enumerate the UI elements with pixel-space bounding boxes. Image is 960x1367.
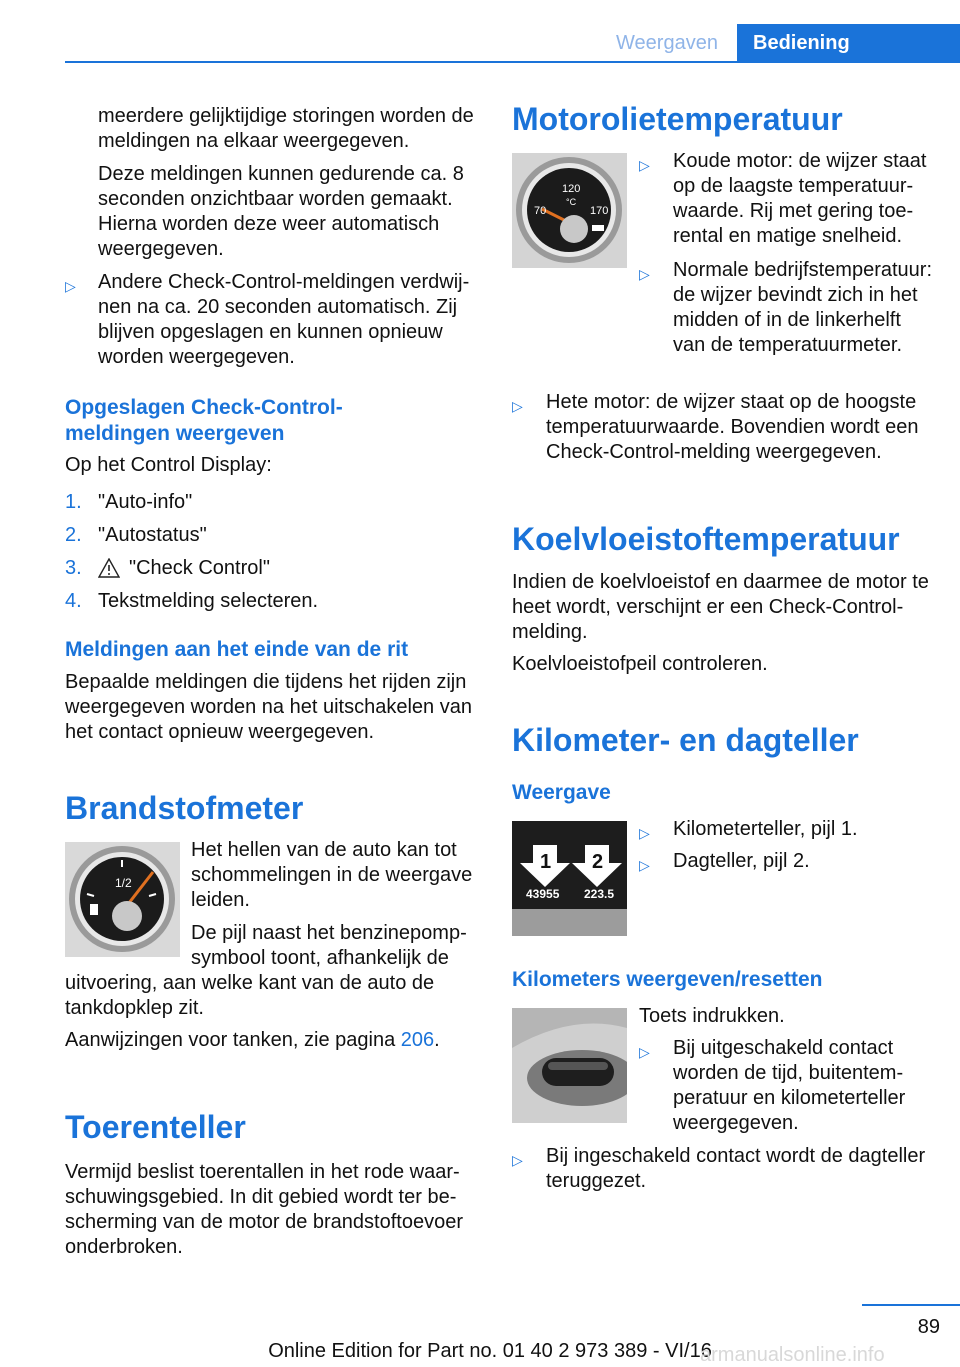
bullet-marker-icon: ▷ xyxy=(639,857,650,873)
reset-button-graphic xyxy=(512,1008,627,1123)
odometer-trip-value: 223.5 xyxy=(584,887,615,901)
header-rule xyxy=(65,61,960,63)
paragraph-fuel-reference xyxy=(65,1028,480,1053)
bullet-marker-icon: ▷ xyxy=(639,266,650,282)
bullet-text: Bij uitgeschakeld contact worden de tijd, buitentemperatuur en kilometerteller weergegeven. xyxy=(673,1037,906,1134)
step-text: "Check Control" xyxy=(129,557,270,579)
page-number: 89 xyxy=(917,1316,940,1338)
fuel-reference-dot: . xyxy=(434,1029,440,1051)
footer-rule xyxy=(862,1304,960,1306)
bullet-ignition-on xyxy=(512,1144,932,1194)
step-4 xyxy=(65,589,480,614)
step-number: 1. xyxy=(65,491,82,513)
heading-fuel-gauge: Brandstofmeter xyxy=(65,790,304,826)
bullet-text: Dagteller, pijl 2. xyxy=(673,850,810,872)
oil-temperature-gauge-image xyxy=(512,153,627,268)
bullet-other-messages xyxy=(65,270,480,370)
bullet-text: Koude motor: de wijzer staat op de laagste temperatuurwaarde. Rij met gering toerental en matige snelheid. xyxy=(673,150,927,247)
bullet-ignition-off xyxy=(639,1036,934,1136)
paragraph-fuel-arrow-wrap xyxy=(65,921,480,1021)
section-tab-weergaven[interactable]: Weergaven xyxy=(616,32,718,54)
heading-tachometer: Toerenteller xyxy=(65,1109,246,1145)
paragraph-fuel-tilt: Het hellen van de auto kan tot schommelingen in de weergave leiden. xyxy=(191,839,473,911)
saved-intro: Op het Control Display: xyxy=(65,454,272,476)
paragraph-tachometer: Vermijd beslist toerentallen in het rode waarschuwingsgebied. In dit gebied wordt ter bescherming van de motor de brandstoftoevoer onderbroken. xyxy=(65,1161,463,1258)
odometer-display-image xyxy=(512,821,627,936)
bullet-text: Bij ingeschakeld contact wordt de dagteller teruggezet. xyxy=(546,1145,926,1192)
step-text: "Auto-info" xyxy=(98,491,193,513)
step-number: 3. xyxy=(65,557,82,579)
bullet-marker-icon: ▷ xyxy=(639,825,650,841)
odometer-total-value: 43955 xyxy=(526,887,560,901)
bullet-marker-icon: ▷ xyxy=(639,157,650,173)
paragraph-end-of-trip: Bepaalde meldingen die tijdens het rijden zijn weergegeven worden na het uitschakelen van het contact opnieuw weergegeven. xyxy=(65,671,472,743)
oil-gauge-graphic xyxy=(512,153,627,268)
chapter-tab-bediening[interactable]: Bediening xyxy=(737,24,960,62)
oil-gauge-high-label: 170 xyxy=(590,205,609,217)
page-reference-link[interactable]: 206 xyxy=(400,1029,435,1051)
bullet-marker-icon: ▷ xyxy=(512,1152,523,1168)
step-2 xyxy=(65,523,480,548)
step-text: Tekstmelding selecteren. xyxy=(98,590,319,612)
reset-intro: Toets indrukken. xyxy=(639,1005,785,1027)
oil-gauge-unit-label: °C xyxy=(566,197,577,207)
bullet-hot-engine xyxy=(512,390,932,465)
bullet-marker-icon: ▷ xyxy=(512,398,523,414)
paragraph-fuel-arrow: De pijl naast het benzinepompsymbool toont, afhankelijk de uitvoering, aan welke kant van de auto de tankdopklep zit. xyxy=(65,922,467,1019)
heading-coolant-temperature: Koelvloeistoftemperatuur xyxy=(512,521,900,557)
bullet-text: Normale bedrijfstemperatuur: de wijzer bevindt zich in het midden of in de linkerhelft van de temperatuurmeter. xyxy=(673,259,932,356)
heading-display: Weergave xyxy=(512,781,611,804)
watermark: armanualsonline.info xyxy=(700,1344,885,1366)
heading-show-reset-km: Kilometers weergeven/resetten xyxy=(512,968,823,991)
bullet-marker-icon: ▷ xyxy=(65,278,76,294)
bullet-text: Kilometerteller, pijl 1. xyxy=(673,818,858,840)
step-text: "Autostatus" xyxy=(98,524,207,546)
oil-gauge-mid-label: 120 xyxy=(562,183,581,195)
arrow-1-label: 1 xyxy=(540,851,552,873)
fuel-reference-text: Aanwijzingen voor tanken, zie pagina xyxy=(65,1029,396,1051)
float-spacer xyxy=(65,921,191,971)
paragraph-coolant-check: Koelvloeistofpeil controleren. xyxy=(512,653,768,675)
step-number: 2. xyxy=(65,524,82,546)
heading-odometer: Kilometer- en dagteller xyxy=(512,722,859,758)
bullet-text: Hete motor: de wijzer staat op de hoogste temperatuurwaarde. Bovendien wordt een Check-Control-melding weergegeven. xyxy=(546,391,919,463)
bullet-cold-engine xyxy=(639,149,934,249)
paragraph-coolant-hot: Indien de koelvloeistof en daarmee de motor te heet wordt, verschijnt er een Check-Control-melding. xyxy=(512,571,929,643)
warning-triangle-icon xyxy=(98,558,120,578)
bullet-text: Andere Check-Control-meldingen verdwijnen na ca. 20 seconden automatisch. Zij blijven opgeslagen en kunnen opnieuw worden weergegeven. xyxy=(98,271,470,368)
paragraph-simultaneous-faults: meerdere gelijktijdige storingen worden de meldingen na elkaar weergegeven. xyxy=(98,105,474,152)
heading-oil-temperature: Motorolietemperatuur xyxy=(512,101,843,137)
paragraph-hide-messages: Deze meldingen kunnen gedurende ca. 8 seconden onzichtbaar worden gemaakt. Hierna worden deze weer automatisch weergegeven. xyxy=(98,163,464,260)
arrow-2-label: 2 xyxy=(592,851,604,873)
bullet-marker-icon: ▷ xyxy=(639,1044,650,1060)
heading-end-of-trip: Meldingen aan het einde van de rit xyxy=(65,638,409,661)
step-number: 4. xyxy=(65,590,82,612)
bullet-trip-meter xyxy=(639,849,934,874)
step-1 xyxy=(65,490,480,515)
reset-button-image xyxy=(512,1008,627,1123)
bullet-odometer xyxy=(639,817,934,842)
fuel-gauge-half-label: 1/2 xyxy=(115,876,132,890)
step-3 xyxy=(65,556,480,581)
bullet-normal-temperature xyxy=(639,258,934,358)
footer-edition: Online Edition for Part no. 01 40 2 973 389 - VI/16 xyxy=(268,1340,712,1362)
oil-gauge-low-label: 70 xyxy=(534,205,547,217)
heading-saved-messages: Opgeslagen Check-Control-meldingen weergeven xyxy=(65,396,343,445)
